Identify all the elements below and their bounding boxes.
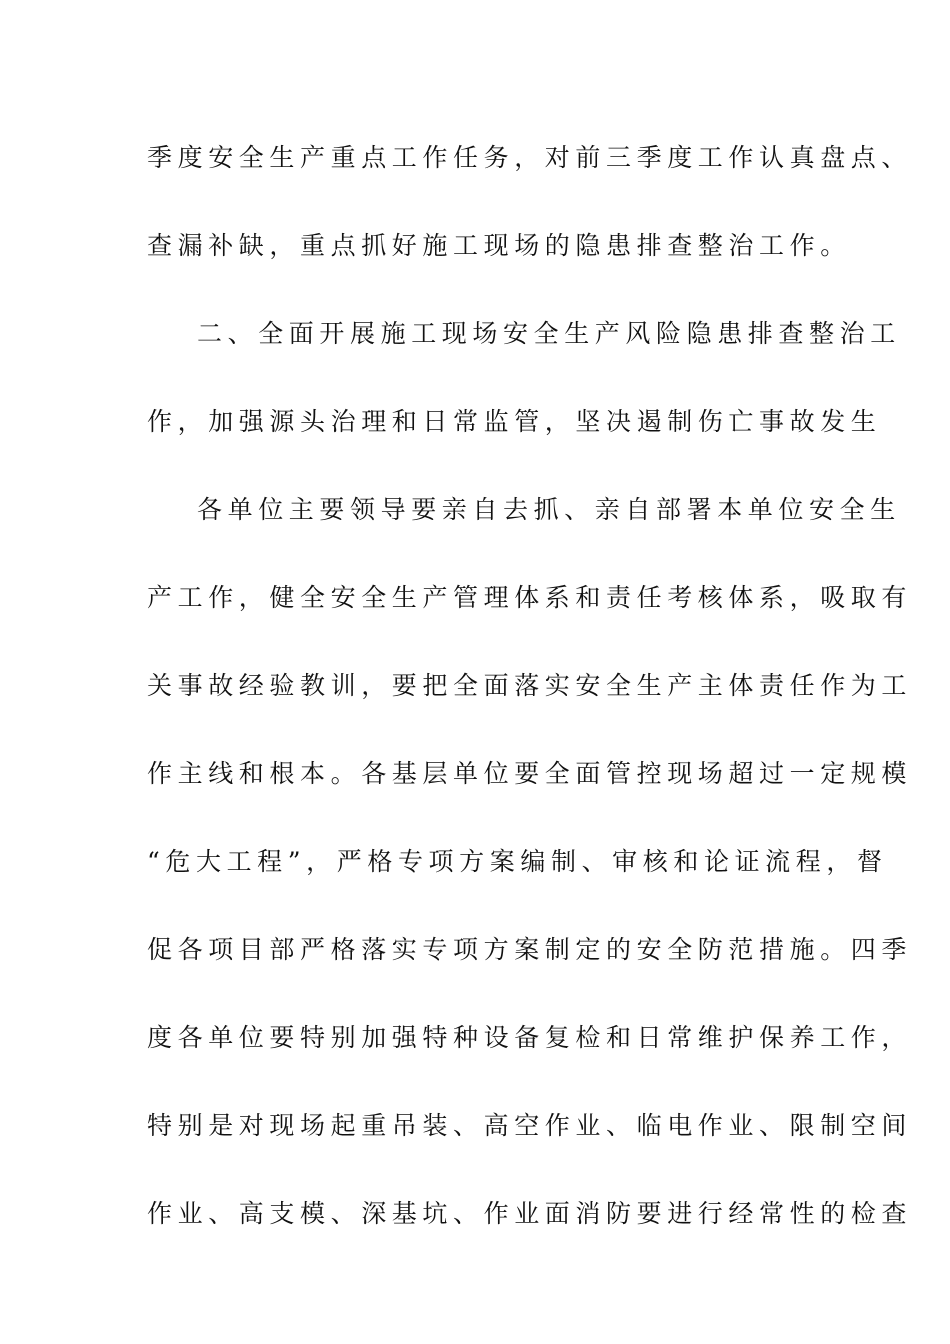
paragraph-line-1: 各单位主要领导要亲自去抓、亲自部署本单位安全生 bbox=[197, 495, 901, 524]
paragraph-line-7: 度各单位要特别加强特种设备复检和日常维护保养工作， bbox=[147, 1023, 913, 1052]
text-line-1: 季度安全生产重点工作任务，对前三季度工作认真盘点、 bbox=[147, 143, 913, 172]
paragraph-line-4: 作主线和根本。各基层单位要全面管控现场超过一定规模 bbox=[147, 759, 913, 788]
paragraph-line-5: “危大工程”，严格专项方案编制、审核和论证流程，督 bbox=[147, 847, 888, 876]
paragraph-line-3: 关事故经验教训，要把全面落实安全生产主体责任作为工 bbox=[147, 671, 913, 700]
paragraph-line-6: 促各项目部严格落实专项方案制定的安全防范措施。四季 bbox=[147, 935, 913, 964]
section-heading-line-2: 作，加强源头治理和日常监管，坚决遏制伤亡事故发生 bbox=[147, 407, 882, 436]
paragraph-line-9: 作业、高支模、深基坑、作业面消防要进行经常性的检查 bbox=[147, 1199, 913, 1228]
paragraph-line-8: 特别是对现场起重吊装、高空作业、临电作业、限制空间 bbox=[147, 1111, 913, 1140]
section-heading-line-1: 二、全面开展施工现场安全生产风险隐患排查整治工 bbox=[197, 319, 901, 348]
text-line-2: 查漏补缺，重点抓好施工现场的隐患排查整治工作。 bbox=[147, 231, 851, 260]
paragraph-line-2: 产工作，健全安全生产管理体系和责任考核体系，吸取有 bbox=[147, 583, 913, 612]
